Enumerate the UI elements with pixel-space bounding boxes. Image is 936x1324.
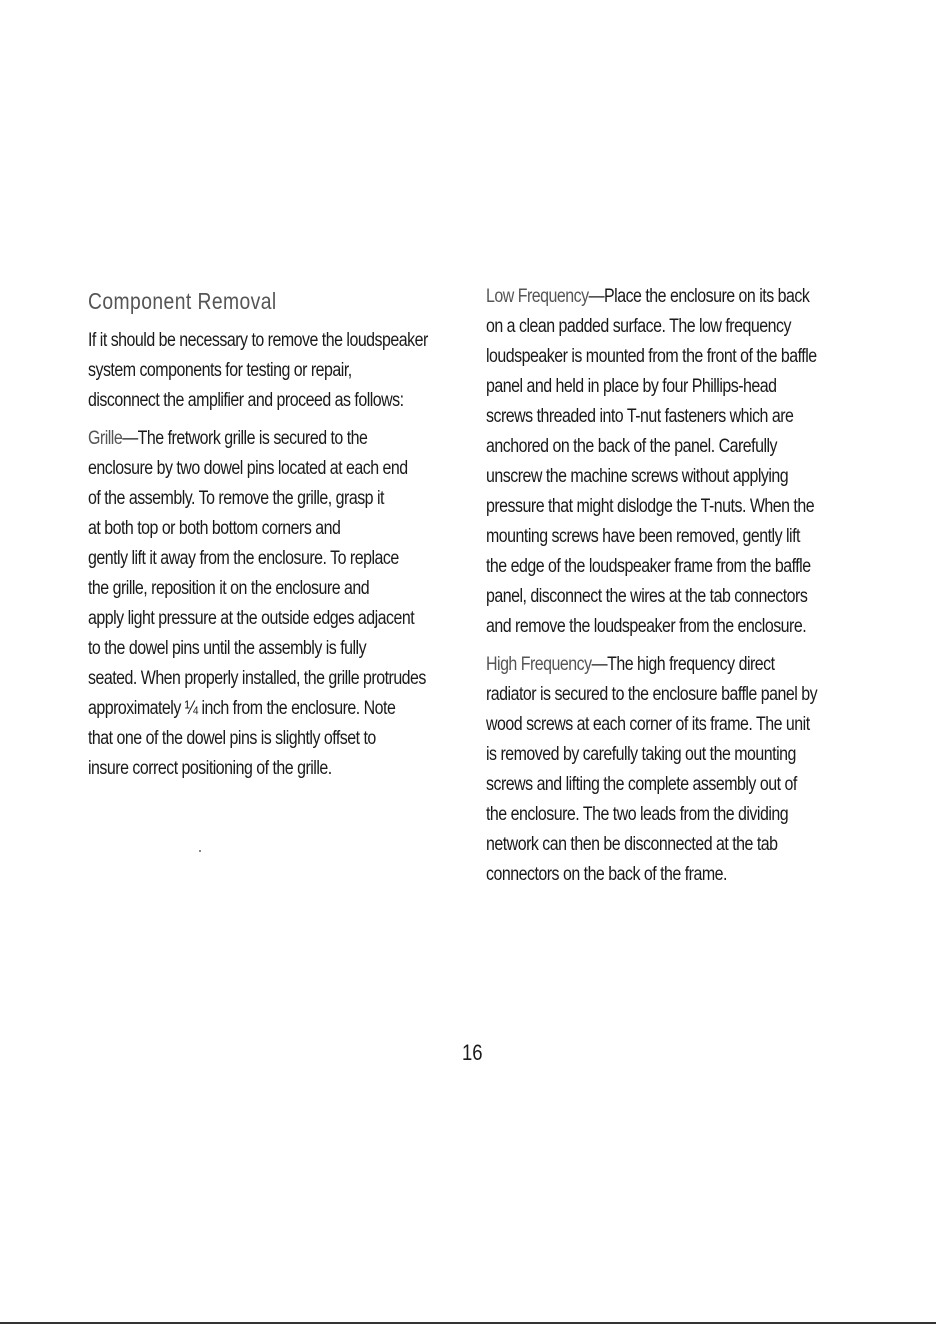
grille-line: to the dowel pins until the assembly is fully: [88, 638, 367, 659]
low-frequency-line: on a clean padded surface. The low frequency: [486, 316, 791, 337]
grille-line: gently lift it away from the enclosure. To replace: [88, 548, 399, 569]
high-frequency-line: wood screws at each corner of its frame. The unit: [486, 714, 810, 735]
intro-line: If it should be necessary to remove the loudspeaker: [88, 330, 428, 351]
low-frequency-line: pressure that might dislodge the T-nuts. When the: [486, 496, 815, 517]
low-frequency-line: mounting screws have been removed, gently lift: [486, 526, 800, 547]
high-frequency-line: connectors on the back of the frame.: [486, 864, 727, 885]
low-frequency-line: panel and held in place by four Phillips-head: [486, 376, 777, 397]
low-frequency-line: anchored on the back of the panel. Carefully: [486, 436, 778, 457]
section-heading: Component Removal: [88, 288, 277, 314]
high-frequency-line: screws and lifting the complete assembly out of: [486, 774, 797, 795]
low-frequency-runin-label: Low Frequency: [486, 286, 589, 307]
low-frequency-line: the edge of the loudspeaker frame from the baffle: [486, 556, 811, 577]
grille-line: of the assembly. To remove the grille, grasp it: [88, 488, 384, 509]
low-frequency-line: unscrew the machine screws without applying: [486, 466, 789, 487]
low-frequency-line: screws threaded into T-nut fasteners which are: [486, 406, 794, 427]
high-frequency-line: the enclosure. The two leads from the dividing: [486, 804, 789, 825]
high-frequency-line: radiator is secured to the enclosure baffle panel by: [486, 684, 818, 705]
left-column: [88, 286, 458, 792]
grille-line: seated. When properly installed, the grille protrudes: [88, 668, 426, 689]
high-frequency-line: network can then be disconnected at the tab: [486, 834, 778, 855]
grille-runin-label: Grille: [88, 428, 123, 449]
low-frequency-line: [486, 282, 847, 312]
grille-line: that one of the dowel pins is slightly offset to: [88, 728, 376, 749]
grille-line: [88, 424, 458, 454]
high-frequency-line: [486, 650, 847, 680]
low-frequency-line: panel, disconnect the wires at the tab connectors: [486, 586, 808, 607]
low-frequency-line: loudspeaker is mounted from the front of the baffle: [486, 346, 817, 367]
high-frequency-line: is removed by carefully taking out the mounting: [486, 744, 796, 765]
low-frequency-line-text: —Place the enclosure on its back: [588, 286, 810, 307]
page-number: 16: [462, 1040, 483, 1065]
intro-line: system components for testing or repair,: [88, 360, 352, 381]
scan-speck: [199, 850, 201, 852]
grille-line: insure correct positioning of the grille.: [88, 758, 332, 779]
grille-line: at both top or both bottom corners and: [88, 518, 341, 539]
low-frequency-paragraph: [486, 282, 847, 642]
grille-line: apply light pressure at the outside edges adjacent: [88, 608, 415, 629]
high-frequency-line-text: —The high frequency direct: [591, 654, 775, 675]
grille-line: enclosure by two dowel pins located at each end: [88, 458, 408, 479]
grille-line: approximately ¼ inch from the enclosure. Note: [88, 698, 396, 719]
intro-line: disconnect the amplifier and proceed as follows:: [88, 390, 404, 411]
low-frequency-line: and remove the loudspeaker from the enclosure.: [486, 616, 807, 637]
grille-line: the grille, reposition it on the enclosure and: [88, 578, 370, 599]
high-frequency-paragraph: [486, 650, 847, 890]
intro-paragraph: [88, 326, 458, 416]
high-frequency-runin-label: High Frequency: [486, 654, 592, 675]
grille-paragraph: [88, 424, 458, 784]
right-column: [486, 282, 847, 898]
grille-line-text: —The fretwork grille is secured to the: [122, 428, 368, 449]
